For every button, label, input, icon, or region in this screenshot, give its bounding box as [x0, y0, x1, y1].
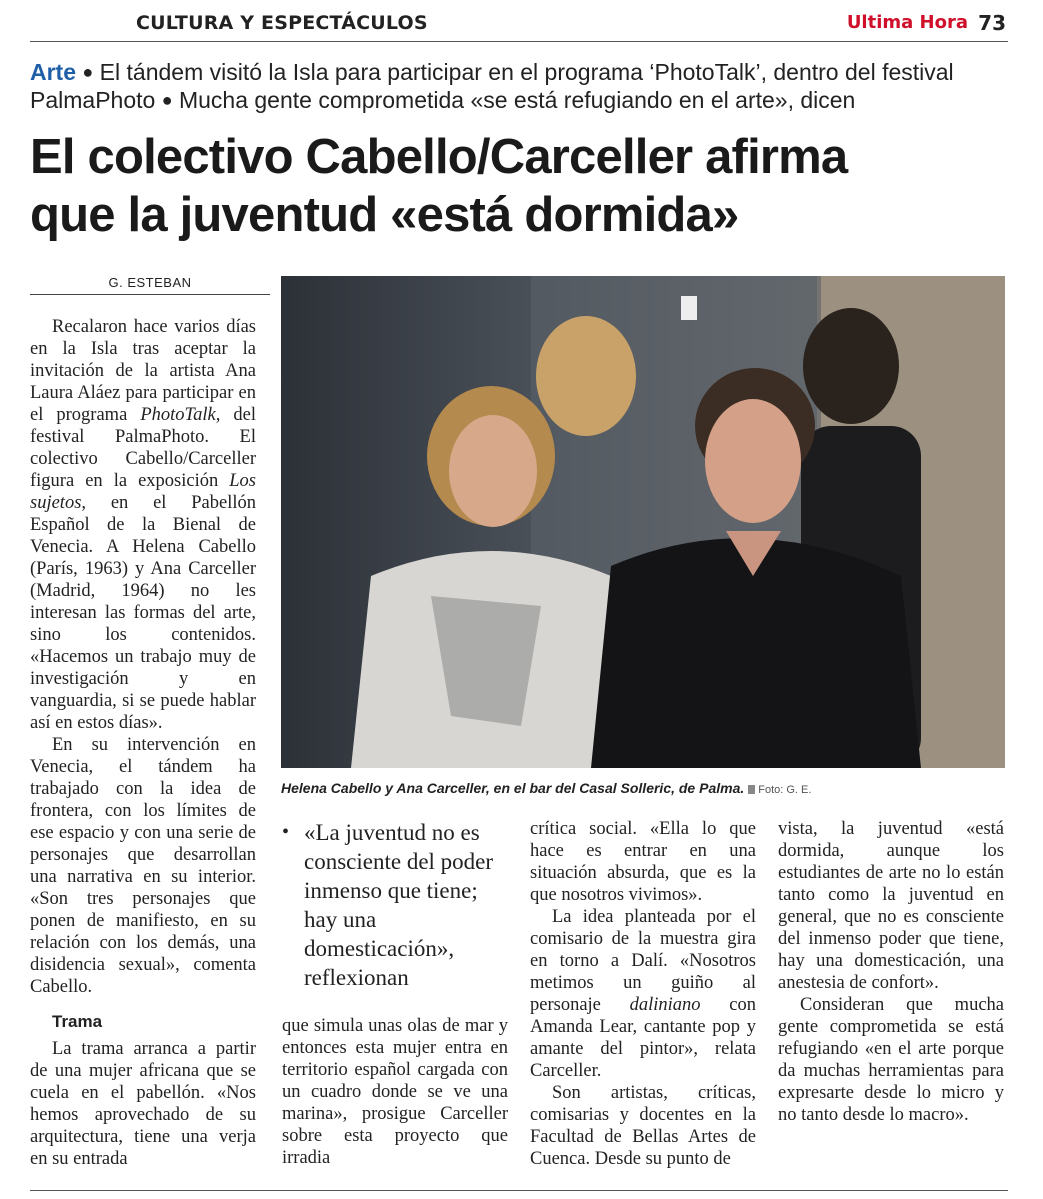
photo-illustration — [281, 276, 1005, 768]
photo-credit: Foto: G. E. — [758, 784, 812, 796]
newspaper-name: Ultima Hora — [846, 12, 968, 33]
byline: G. ESTEBAN — [30, 275, 270, 295]
body-column-1-continued — [30, 1038, 256, 1170]
subheading: Trama — [52, 1012, 103, 1031]
body-paragraph: La trama arranca a partir de una mujer africana que se cuela en el pabellón. «Nos hemos aprovechado de su arquitectura, tiene una verja en su entrada — [30, 1039, 256, 1169]
body-column-4 — [778, 818, 1004, 1126]
photo-caption — [281, 780, 1005, 796]
body-paragraph: crítica social. «Ella lo que hace es entrar en una situación absurda, que es la que nosotros vivimos». — [530, 819, 756, 905]
article-photo — [281, 276, 1005, 768]
body-column-3 — [530, 818, 756, 1170]
headline-line-1: El colectivo Cabello/Carceller afirma — [30, 130, 848, 184]
footer-rule — [30, 1190, 1008, 1191]
pull-quote-text: «La juventud no es consciente del poder inmenso que tiene; hay una domesticación», reflexionan — [304, 820, 494, 990]
kicker-text-2: Mucha gente comprometida «se está refugiando en el arte», dicen — [178, 87, 856, 113]
bullet-icon: ● — [161, 90, 173, 110]
page-number: 73 — [978, 11, 1006, 35]
caption-text: Helena Cabello y Ana Carceller, en el bar del Casal Solleric, de Palma. — [281, 780, 745, 796]
pull-quote — [282, 818, 508, 992]
body-paragraph: que simula unas olas de mar y entonces esta mujer entra en territorio español cargada con un cuadro donde se ve una marina», prosigue Carceller sobre esta proyecto que irradia — [282, 1016, 508, 1168]
body-paragraph: vista, la juventud «está dormida, aunque los estudiantes de arte no lo están tanto como la juventud en general, que no es consciente del inmenso poder que tiene, hay una domesticación, una anestesia de confort». — [778, 819, 1004, 993]
body-paragraph: La idea planteada por el comisario de la muestra gira en torno a Dalí. «Nosotros metimos un guiño al personaje daliniano con Amanda Lear, cantante pop y amante del pintor», relata Carceller. — [530, 907, 756, 1081]
kicker-text-1: El tándem visitó la Isla para participar en el programa ‘PhotoTalk’, dentro del festival PalmaPhoto — [30, 59, 954, 113]
kicker-tag: Arte — [30, 59, 77, 85]
body-paragraph: Recalaron hace varios días en la Isla tras aceptar la invitación de la artista Ana Laura Aláez para participar en el programa PhotoTalk, del festival PalmaPhoto. El colectivo Cabello/Carceller figura en la exposición Los sujetos, en el Pabellón Español de la Bienal de Venecia. A Helena Cabello (París, 1963) y Ana Carceller (Madrid, 1964) no les interesan las formas del arte, sino los contenidos. «Hacemos un trabajo muy de investigación y en vanguardia, si se puede hablar así en estos días». — [30, 317, 256, 733]
article-kicker — [30, 58, 1010, 114]
bullet-icon: ● — [82, 62, 94, 82]
page-header — [30, 6, 1008, 42]
body-paragraph: Son artistas, críticas, comisarias y docentes en la Facultad de Bellas Artes de Cuenca. Desde su punto de — [530, 1083, 756, 1169]
square-icon — [748, 785, 755, 794]
body-paragraph: En su intervención en Venecia, el tándem ha trabajado con la idea de frontera, con los límites de ese espacio y con una serie de personajes que desarrollan una narrativa en su interior. «Son tres personajes que ponen de manifiesto, en su relación con los demás, una disidencia sexual», comenta Cabello. — [30, 735, 256, 997]
body-column-1 — [30, 316, 256, 998]
bullet-icon: • — [282, 821, 290, 843]
body-paragraph: Consideran que mucha gente comprometida se está refugiando «en el arte porque da muchas herramientas para expresarte desde lo micro y no tanto desde lo macro». — [778, 995, 1004, 1125]
body-column-2 — [282, 1015, 508, 1169]
headline-line-2: que la juventud «está dormida» — [30, 188, 739, 242]
section-name: CULTURA Y ESPECTÁCULOS — [136, 12, 428, 34]
article-headline — [30, 128, 1020, 244]
